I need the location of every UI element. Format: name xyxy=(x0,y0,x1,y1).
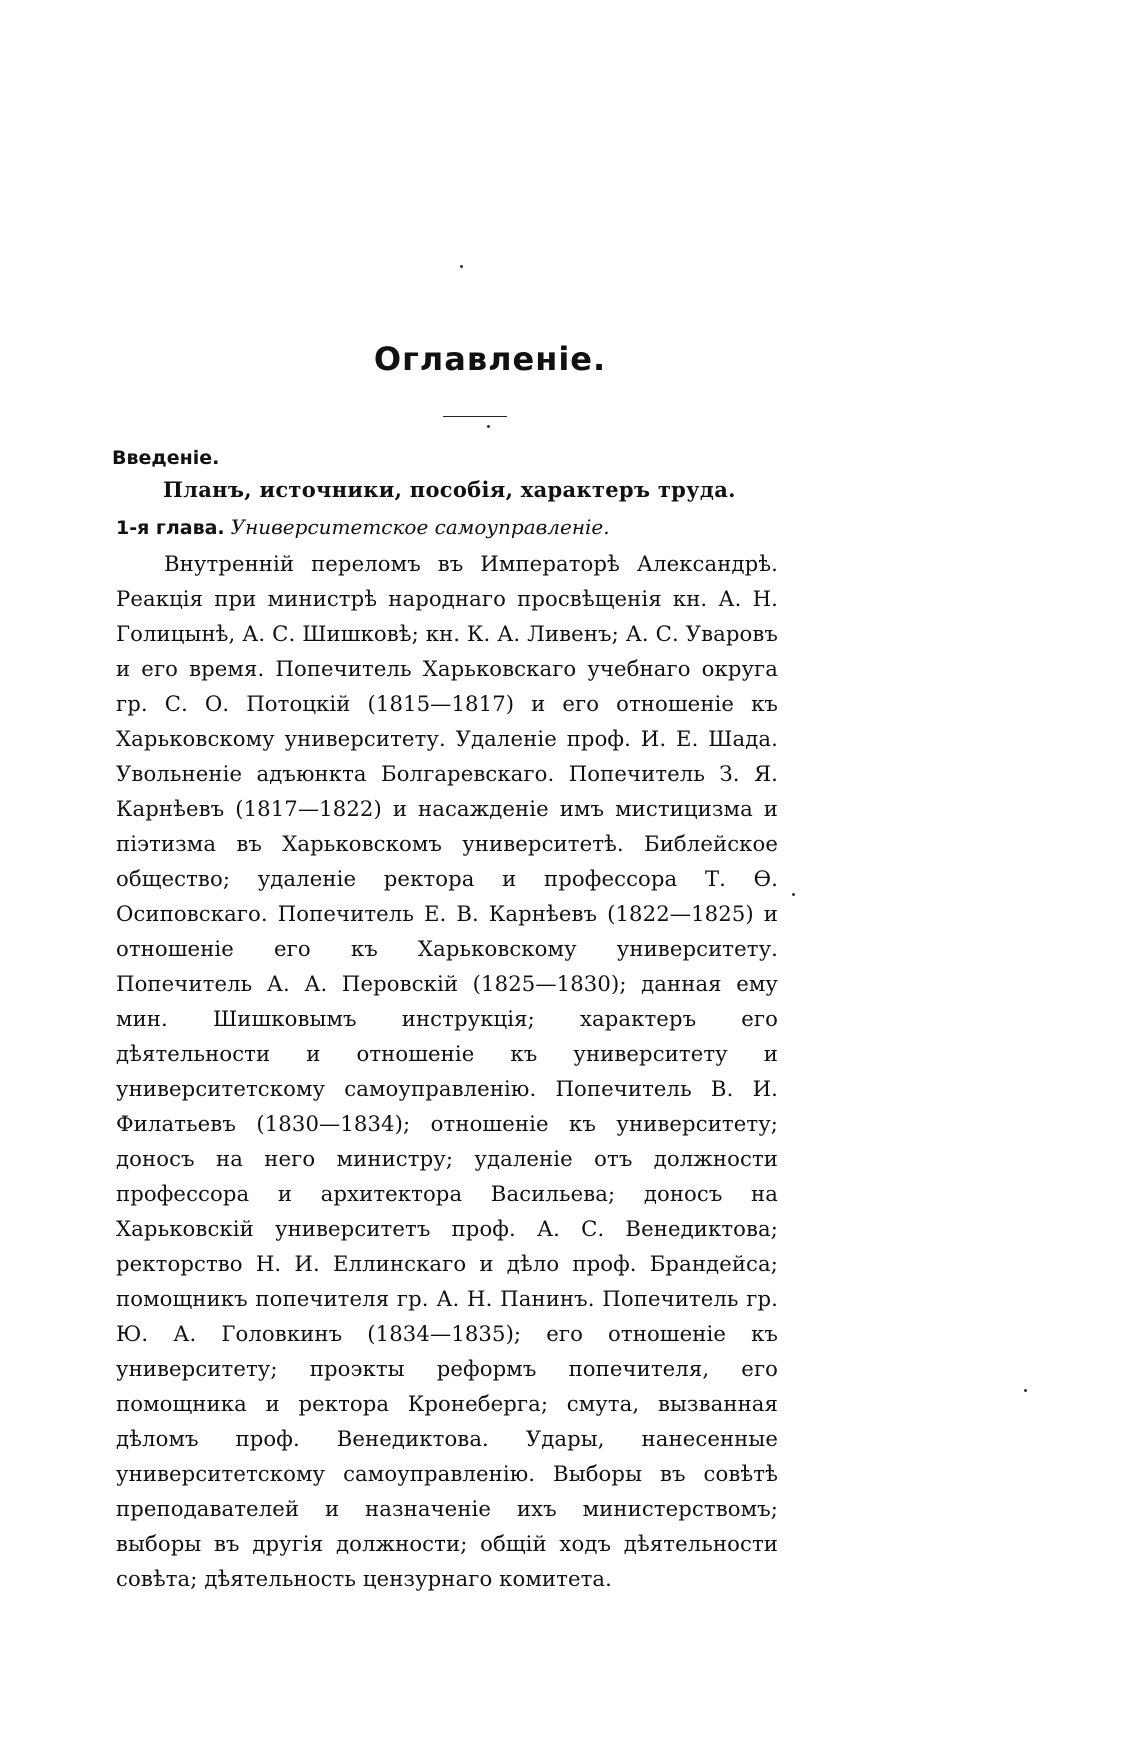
page-title: Оглавленіе. xyxy=(373,340,607,378)
introduction-heading: Введеніе. xyxy=(112,447,220,469)
chapter-1-title: Университетское самоуправленіе. xyxy=(230,515,610,539)
ink-speck xyxy=(1024,1389,1027,1392)
ink-speck xyxy=(487,425,490,428)
ink-speck xyxy=(460,265,463,268)
chapter-1-label: 1-я глава. xyxy=(116,517,225,539)
ink-speck xyxy=(792,893,795,896)
introduction-summary: Планъ, источники, пособія, характеръ труда. xyxy=(163,477,736,502)
chapter-1-heading xyxy=(116,515,610,539)
chapter-1-summary: Внутренній переломъ въ Императорѣ Александрѣ. Реакція при министрѣ народнаго просвѣщенія кн. А. Н. Голицынѣ, А. С. Шишковѣ; кн. К. А. Ливенъ; А. С. Уваровъ и его время. Попечитель Харьковскаго учебнаго округа гр. С. О. Потоцкій (1815—1817) и его отношеніе къ Харьковскому университету. Удаленіе проф. И. Е. Шада. Увольненіе адъюнкта Болгаревскаго. Попечитель З. Я. Карнѣевъ (1817—1822) и насажденіе имъ мистицизма и піэтизма въ Харьковскомъ университетѣ. Библейское общество; удаленіе ректора и профессора Т. Ѳ. Осиповскаго. Попечитель Е. В. Карнѣевъ (1822—1825) и отношеніе его къ Харьковскому университету. Попечитель А. А. Перовскій (1825—1830); данная ему мин. Шишковымъ инструкція; характеръ его дѣятельности и отношеніе къ университету и университетскому самоуправленію. Попечитель В. И. Филатьевъ (1830—1834); отношеніе къ университету; доносъ на него министру; удаленіе отъ должности профессора и архитектора Васильева; доносъ на Харьковскій университетъ проф. А. С. Венедиктова; ректорство Н. И. Еллинскаго и дѣло проф. Брандейса; помощникъ попечителя гр. А. Н. Панинъ. Попечитель гр. Ю. А. Головкинъ (1834—1835); его отношеніе къ университету; проэкты реформъ попечителя, его помощника и ректора Кронеберга; смута, вызванная дѣломъ проф. Венедиктова. Удары, нанесенные университетскому самоуправленію. Выборы въ совѣтѣ преподавателей и назначеніе ихъ министерствомъ; выборы въ другія должности; общій ходъ дѣятельности совѣта; дѣятельность цензурнаго комитета. xyxy=(116,551,778,1591)
title-divider xyxy=(443,416,507,417)
